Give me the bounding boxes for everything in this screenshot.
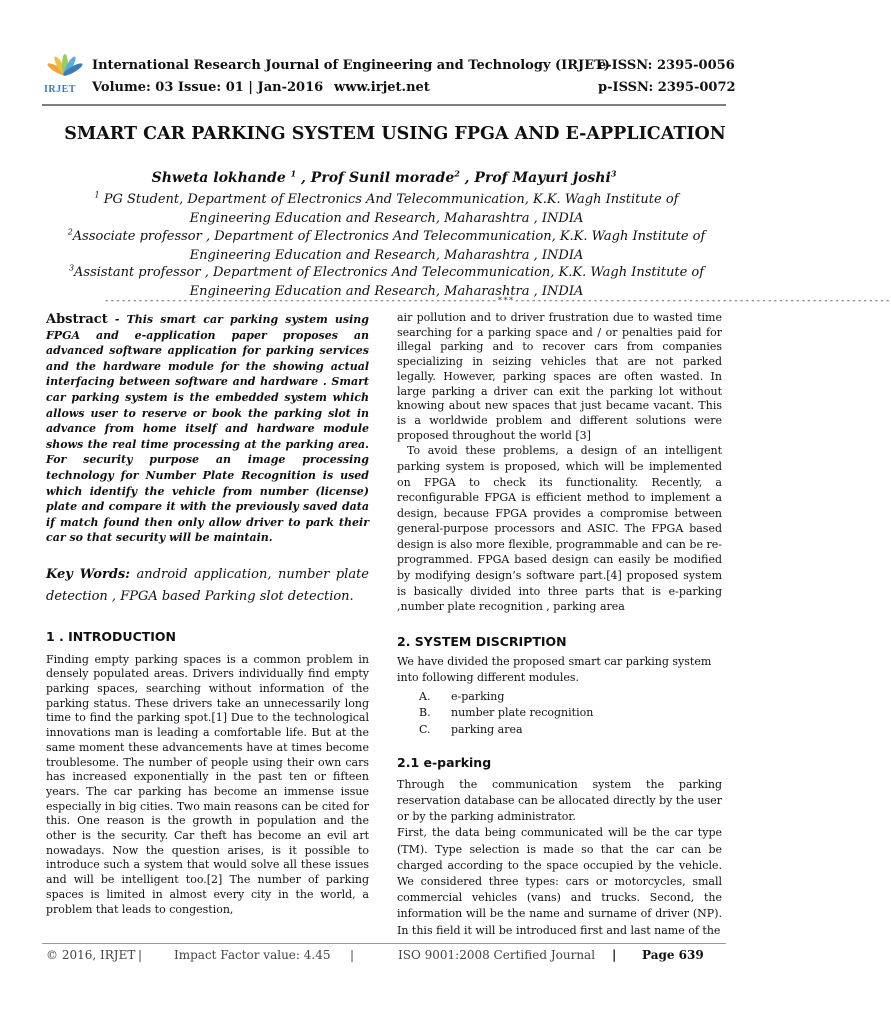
intro-heading: 1 . INTRODUCTION [46,628,177,644]
e-parking-para-1: Through the communication system the parking reservation database can be allocated directly by the user or by the parking administrator. [397,777,722,824]
footer-impact-factor: Impact Factor value: 4.45 [174,948,331,962]
author-2: , Prof Sunil morade [296,170,455,186]
list-item [397,722,722,739]
affiliation-1 [54,190,719,228]
footer-separator: | [350,948,355,962]
footer-copyright: © 2016, IRJET [46,948,136,962]
list-item-letter: A. [419,689,431,703]
keywords-label: Key Words: [46,566,131,582]
volume-info: Volume: 03 Issue: 01 | Jan-2016 [92,80,324,95]
list-item [397,689,722,706]
author-1: Shweta lokhande [151,170,291,186]
header-divider [42,104,726,106]
list-item [397,705,722,722]
e-parking-heading: 2.1 e-parking [397,755,492,771]
abstract-text: - This smart car parking system using FPGA and e-application paper proposes an advanced software application for parking services and the hardware module for the showing actual interfacing between software and hardware . Smart car parking system is the embedded system which allows user to reserve or book the parking slot in advance from home itself and hardware module shows the real time processing at the parking area. For security purpose an image processing technology for Number Plate Recognition is used which identify the vehicle from number (license) plate and compare it with the previously saved data if match found then only allow driver to park their car so that security will be maintain. [46,313,369,545]
footer-separator: | [138,948,143,962]
system-description-heading: 2. SYSTEM DISCRIPTION [397,633,567,649]
e-parking-para-2: First, the data being communicated will be the car type (TM). Type selection is made so that the car can be charged according to the space occupied by the vehicle. We considered three types: cars or motorcycles, small commercial vehicles (vans) and trucks. Second, the information will be the name and surname of driver (NP). In this field it will be introduced first and last name of the [397,826,722,937]
keywords [46,564,369,608]
left-column [46,312,369,917]
affiliation-1-sup: 1 [94,190,100,200]
system-intro-line-2: into following different modules. [397,671,580,685]
affiliation-3-sup: 3 [68,263,75,273]
intro-text: Finding empty parking spaces is a common problem in densely populated areas. Drivers individually find empty parking spaces, searching without information of the parking status. These drivers take an unnecessarily long time to find the parking spot.[1] Due to the technological innovations man is leading a comfortable life. But at the same moment these advancements have at times become troublesome. The number of people using their own cars has increased exponentially in the past ten or fifteen years. The car parking has become an immense issue especially in big cities. Two main reasons can be cited for this. One reason is the growth in population and the other is the security. Car theft has become an evil art nowadays. Now the question arises, is it possible to introduce such a system that would solve all these issues and will be intelligent too.[2] The number of parking spaces is limited in almost every city in the world, a problem that leads to congestion, [46,652,369,916]
journal-url[interactable]: www.irjet.net [334,80,430,95]
author-2-sup: 2 [454,168,460,179]
e-issn: e-ISSN: 2395-0056 [598,58,735,73]
section-separator: ----------------------------------------------------------------------***------------------------------------------------------------------- [104,296,891,306]
affiliation-2 [54,227,719,265]
list-item-letter: B. [419,706,431,720]
footer-iso: ISO 9001:2008 Certified Journal [398,948,596,962]
right-column [397,311,722,939]
intro-para-2: To avoid these problems, a design of an intelligent parking system is proposed, which will be implemented on FPGA to check its functionality. Recently, a reconfigurable FPGA is efficient method to implement a design, because FPGA provides a compromise between general-purpose processors and ASIC. The FPGA based design is also more flexible, programmable and can be re-programmed. FPGA based design can easily be modified by modifying design’s software part.[4] proposed system is basically divided into three parts that is e-parking ,number plate recognition , parking area [397,444,722,614]
system-intro-line-1: We have divided the proposed smart car parking system [397,654,712,668]
list-item-text: parking area [451,722,523,736]
abstract-label: Abstract [46,312,108,327]
paper-title: SMART CAR PARKING SYSTEM USING FPGA AND E-APPLICATION [64,124,726,144]
p-issn: p-ISSN: 2395-0072 [598,80,736,95]
module-list [397,689,722,739]
logo-text: IRJET [44,84,76,95]
list-item-letter: C. [419,722,431,736]
affiliation-2-sup: 2 [67,227,73,237]
author-3: , Prof Mayuri joshi [459,170,611,186]
intro-continued: air pollution and to driver frustration due to wasted time searching for a parking space and / or penalties paid for illegal parking and to recover cars from companies specializing in seizing vehicles that are not parked legally. However, parking spaces are often wasted. In large parking a driver can exit the parking lot without knowing about new spaces that just became vacant. This is a worldwide problem and different solutions were proposed throughout the world [3] [397,311,722,442]
page-number: Page 639 [642,948,704,962]
author-3-sup: 3 [610,168,617,179]
footer-divider [42,943,726,944]
author-list [0,170,768,186]
affiliation-3-text: Assistant professor , Department of Electronics And Telecommunication, K.K. Wagh Institute of Engineering Education and Research, Maharashtra , INDIA [74,265,705,299]
footer-separator: | [612,948,617,962]
abstract [46,312,369,546]
list-item-text: e-parking [451,689,505,703]
affiliation-1-text: PG Student, Department of Electronics And Telecommunication, K.K. Wagh Institute of Engineering Education and Research, Maharashtra , INDIA [99,192,679,226]
affiliation-2-text: Associate professor , Department of Electronics And Telecommunication, K.K. Wagh Institute of Engineering Education and Research, Maharashtra , INDIA [72,229,706,263]
list-item-text: number plate recognition [451,706,594,720]
author-1-sup: 1 [290,168,297,179]
journal-name: International Research Journal of Engineering and Technology (IRJET) [92,58,610,73]
keywords-text: android application, number plate detection , FPGA based Parking slot detection. [46,566,369,604]
